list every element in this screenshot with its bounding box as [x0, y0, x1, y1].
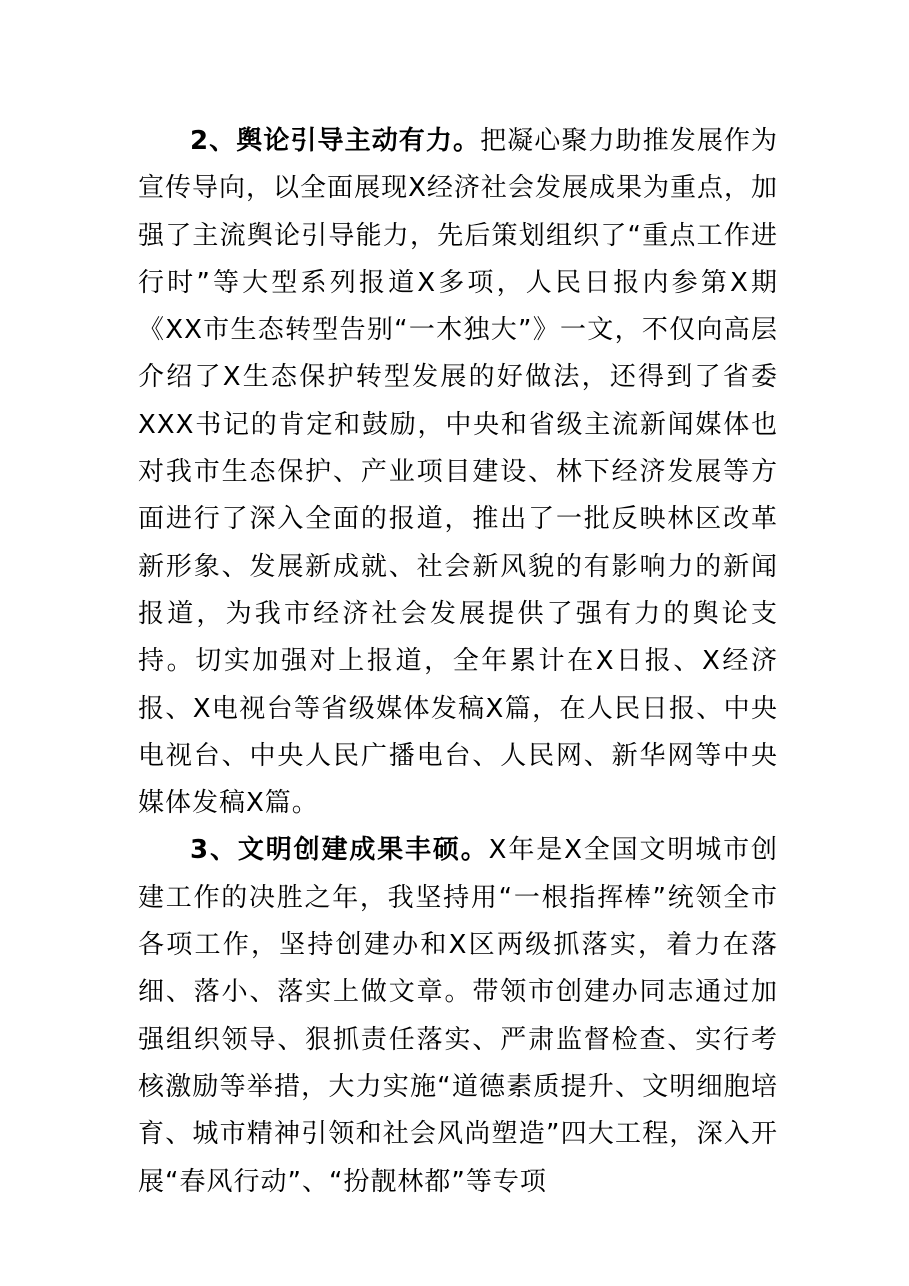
document-body	[138, 118, 778, 1206]
paragraph-civilization-building	[138, 827, 778, 1205]
paragraph-text: X年是X全国文明城市创建工作的决胜之年，我坚持用“一根指挥棒”统领全市各项工作，坚持创建办和X区两级抓落实，着力在落细、落小、落实上做文章。带领市创建办同志通过加强组织领导、狠抓责任落实、严肃监督检查、实行考核激励等举措，大力实施“道德素质提升、文明细胞培育、城市精神引领和社会风尚塑造”四大工程，深入开展“春风行动”、“扮靓林都”等专项	[138, 835, 779, 1197]
paragraph-text: 把凝心聚力助推发展作为宣传导向，以全面展现X经济社会发展成果为重点，加强了主流舆论引导能力，先后策划组织了“重点工作进行时”等大型系列报道X多项，人民日报内参第X期《XX市生态转型告别“一木独大”》一文，不仅向高层介绍了X生态保护转型发展的好做法，还得到了省委XXX书记的肯定和鼓励，中央和省级主流新闻媒体也对我市生态保护、产业项目建设、林下经济发展等方面进行了深入全面的报道，推出了一批反映林区改革新形象、发展新成就、社会新风貌的有影响力的新闻报道，为我市经济社会发展提供了强有力的舆论支持。切实加强对上报道，全年累计在X日报、X经济报、X电视台等省级媒体发稿X篇，在人民日报、中央电视台、中央人民广播电台、人民网、新华网等中央媒体发稿X篇。	[138, 126, 778, 819]
paragraph-heading: 2、舆论引导主动有力。	[190, 126, 481, 156]
paragraph-heading: 3、文明创建成果丰硕。	[190, 835, 489, 866]
paragraph-public-opinion	[138, 118, 778, 827]
